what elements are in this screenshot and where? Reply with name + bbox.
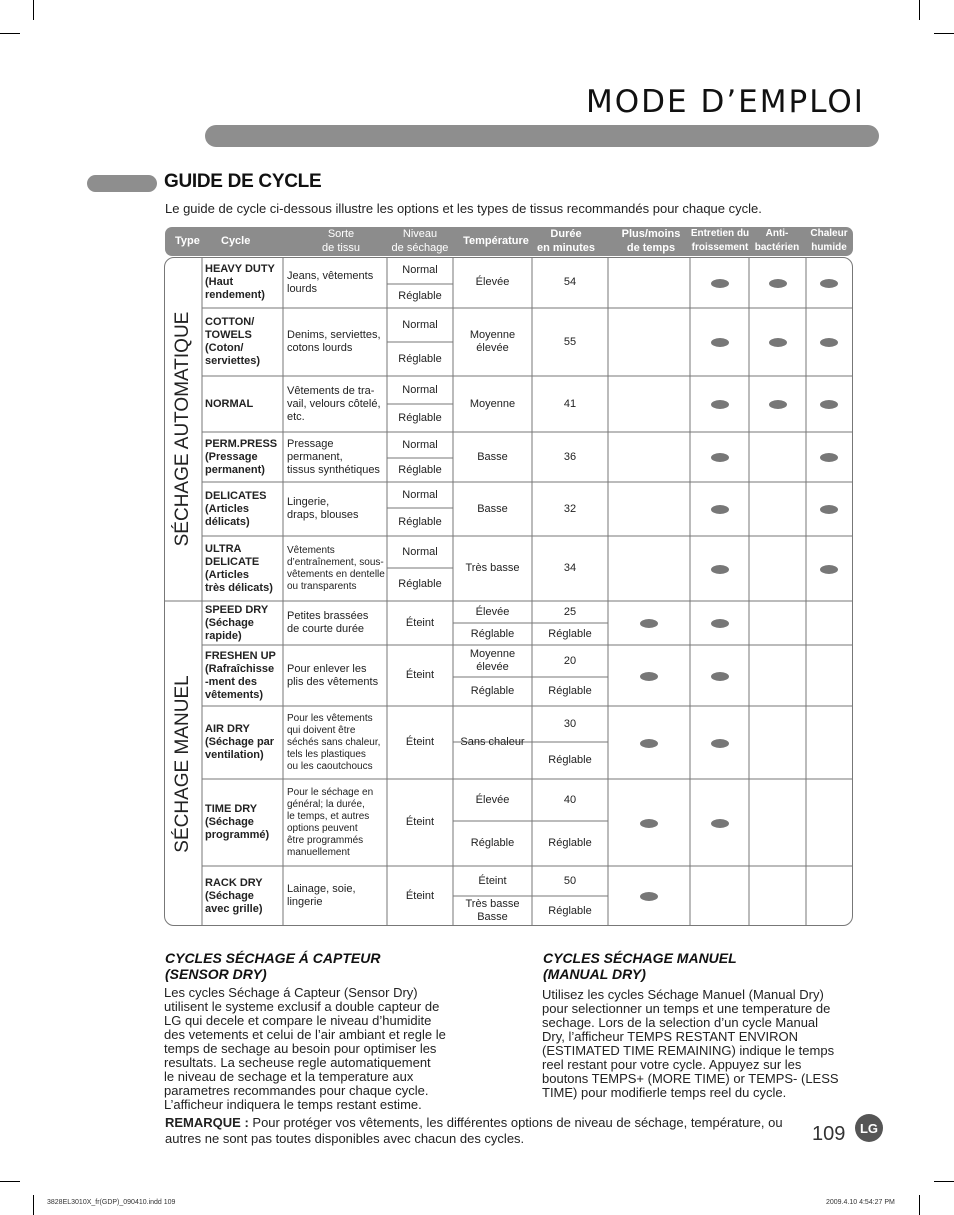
header-wrinkle-line: froissement — [691, 242, 749, 253]
temperature: Très basse — [465, 562, 520, 574]
fabric-type-line: lingerie — [287, 896, 323, 908]
cycle-name-line: (Séchage — [205, 616, 254, 629]
temperature: Éteint — [478, 874, 507, 887]
fabric-type — [283, 257, 387, 308]
dot-antibacterial — [769, 279, 787, 288]
fabric-type — [283, 706, 387, 779]
temperature: Basse — [477, 450, 508, 463]
cycle-name-line: (Articles — [205, 568, 250, 581]
manual-title-line: (MANUAL DRY) — [543, 966, 646, 982]
duration: 54 — [563, 276, 577, 288]
dry-level: Réglable — [398, 352, 442, 365]
cycle-name — [202, 779, 283, 866]
lg-logo-text: LG — [859, 1120, 879, 1136]
duration: Réglable — [548, 685, 592, 697]
sensor-title-line: (SENSOR DRY) — [165, 966, 267, 982]
dot-wrinkle-care — [711, 279, 729, 288]
page-number: 109 — [812, 1123, 846, 1145]
dry-level: Éteint — [405, 616, 435, 629]
temperature: Moyenne — [469, 397, 516, 410]
dot-wrinkle-care — [711, 739, 729, 748]
dot-antibacterial — [769, 400, 787, 409]
fabric-type — [283, 482, 387, 536]
header-moreless-line: Plus/moins — [621, 228, 681, 240]
fabric-type — [283, 376, 387, 432]
fabric-type-line: options peuvent — [287, 822, 358, 834]
footer-right: 2009.4.10 4:54:27 PM — [826, 1199, 895, 1206]
temperature — [453, 308, 532, 376]
header-wrinkle-line: Entretien du — [690, 228, 750, 239]
temperature: Réglable — [470, 627, 515, 640]
cycle-name-line: COTTON/ — [205, 316, 255, 328]
fabric-type-line: tissus synthétiques — [287, 463, 380, 476]
cycle-name-line: ventilation) — [205, 749, 264, 761]
dry-level: Éteint — [405, 816, 435, 828]
fabric-type-line: Jeans, vêtements — [287, 269, 374, 282]
paragraph-line: le niveau de sechage et la temperature aux — [164, 1069, 414, 1084]
fabric-type-line: vêtements en dentelle — [287, 568, 385, 580]
fabric-type-line: ou transparents — [287, 580, 357, 592]
dot-more-less-time — [640, 739, 658, 748]
cycle-name-line: rendement) — [205, 289, 265, 301]
duration: 40 — [563, 793, 577, 806]
duration: Réglable — [548, 837, 592, 849]
paragraph-line: TIME) pour modifierle temps reel du cycle. — [542, 1085, 787, 1100]
header-dry-line: Niveau — [402, 228, 438, 240]
fabric-type-line: tels les plastiques — [287, 748, 366, 760]
duration: Réglable — [548, 904, 592, 917]
sensor-paragraph — [164, 986, 494, 1112]
header-anti-line: Anti- — [765, 228, 789, 239]
cycle-name-line: TIME DRY — [205, 803, 258, 815]
note — [165, 1115, 785, 1147]
dry-level: Normal — [402, 488, 438, 501]
temperature: Élevée — [475, 605, 510, 618]
fabric-type-line: général; la durée, — [287, 798, 365, 810]
duration: 36 — [563, 450, 577, 463]
fabric-type-line: Denims, serviettes, — [287, 329, 381, 341]
cycle-name — [202, 376, 283, 432]
cycle-name-line: ULTRA — [205, 542, 242, 555]
cycle-name-line: (Coton/ — [205, 342, 244, 354]
duration: Réglable — [548, 627, 592, 640]
fabric-type — [283, 536, 387, 601]
cycle-name-line: avec grille) — [205, 902, 263, 915]
dry-level: Réglable — [398, 411, 442, 424]
dot-wrinkle-care — [711, 672, 729, 681]
cycle-name — [202, 308, 283, 376]
fabric-type-line: permanent, — [287, 450, 343, 463]
cycle-name-line: serviettes) — [205, 355, 261, 367]
cycle-name-line: rapide) — [205, 629, 242, 642]
dry-level: Normal — [402, 438, 438, 451]
cycle-name-line: (Séchage par — [205, 736, 275, 748]
dot-wrinkle-care — [711, 819, 729, 828]
duration: 30 — [563, 717, 577, 730]
duration: 41 — [563, 397, 577, 410]
header-damp-line: Chaleur — [810, 228, 848, 239]
dry-level: Réglable — [398, 289, 442, 302]
dot-damp-heat — [820, 338, 838, 347]
fabric-type-line: draps, blouses — [287, 509, 359, 521]
cycle-name — [202, 257, 283, 308]
cycle-name-line: permanent) — [205, 463, 265, 476]
section-intro: Le guide de cycle ci-dessous illustre les options et les types de tissus recommandés pour chaque cycle. — [165, 201, 762, 216]
fabric-type-line: vail, velours côtelé, — [287, 397, 381, 410]
header-temperature: Température — [463, 235, 529, 247]
fabric-type-line: Petites brassées — [287, 610, 369, 622]
manual-title-line: CYCLES SÉCHAGE MANUEL — [543, 950, 737, 966]
fabric-type-line: Pressage — [287, 437, 334, 450]
dot-wrinkle-care — [711, 338, 729, 347]
fabric-type-line: être programmés — [287, 834, 364, 846]
header-duration-line: en minutes — [536, 242, 596, 254]
header-dry-line: de séchage — [391, 242, 449, 254]
section-title: GUIDE DE CYCLE — [164, 171, 322, 192]
header-anti-line: bactérien — [754, 242, 800, 253]
paragraph-line: des vetements et celui de l’air ambiant et regle le — [164, 1027, 446, 1042]
fabric-type-line: Pour enlever les — [287, 662, 367, 675]
fabric-type-line: etc. — [287, 410, 305, 423]
dot-wrinkle-care — [711, 453, 729, 462]
cycle-name-line: AIR DRY — [205, 723, 250, 735]
cycle-name-line: très délicats) — [205, 581, 273, 594]
temperature: Sans chaleur — [460, 736, 525, 748]
cycle-name-line: (Rafraîchisse — [205, 662, 275, 675]
cycle-name-line: vêtements) — [205, 688, 264, 701]
duration: 55 — [563, 335, 577, 348]
fabric-type-line: Vêtements de tra- — [287, 384, 375, 397]
fabric-type-line: Pour le séchage en — [287, 786, 374, 798]
fabric-type — [283, 601, 387, 645]
cycle-name — [202, 536, 283, 601]
cycle-name-line: FRESHEN UP — [205, 649, 276, 662]
cycle-name-line: (Séchage — [205, 889, 254, 902]
group-label-automatic: SÉCHAGE AUTOMATIQUE — [172, 311, 193, 547]
fabric-type — [283, 645, 387, 706]
fabric-type-line: cotons lourds — [287, 342, 353, 354]
temperature: Basse — [477, 502, 508, 515]
dot-wrinkle-care — [711, 619, 729, 628]
paragraph-line: boutons TEMPS+ (MORE TIME) or TEMPS- (LESS — [542, 1071, 839, 1086]
dot-damp-heat — [820, 279, 838, 288]
header-moreless-line: de temps — [626, 242, 676, 254]
duration: 25 — [563, 605, 577, 618]
temperature-line: Moyenne — [469, 329, 516, 341]
paragraph-line: temps de sechage au besoin pour optimiser les — [164, 1041, 437, 1056]
dry-level: Réglable — [398, 463, 442, 476]
cycle-name-line: SPEED DRY — [205, 603, 269, 616]
fabric-type-line: Lingerie, — [287, 496, 330, 508]
cycle-name — [202, 482, 283, 536]
paragraph-line: Utilisez les cycles Séchage Manuel (Manual Dry) — [542, 987, 824, 1002]
temperature-line: élevée — [476, 342, 509, 354]
fabric-type — [283, 779, 387, 866]
fabric-type — [283, 866, 387, 926]
group-label-manual: SÉCHAGE MANUEL — [172, 675, 193, 853]
temperature: Élevée — [475, 793, 510, 806]
header-type: Type — [175, 235, 200, 247]
cycle-name-line: PERM.PRESS — [205, 437, 278, 450]
note-text: Pour protéger vos vêtements, les différentes options de niveau de séchage, température, ou autres ne sont pas toutes disponibles avec chacun des cycles. — [165, 1115, 783, 1146]
cycle-name-line: -ment des — [205, 675, 257, 688]
temperature: Moyenne élevée — [469, 648, 516, 673]
cycle-name-line: HEAVY DUTY — [205, 263, 275, 275]
fabric-type-line: le temps, et autres — [287, 810, 370, 822]
dry-level: Réglable — [398, 578, 442, 590]
dry-level: Réglable — [398, 515, 442, 528]
cycle-name-line: NORMAL — [205, 397, 254, 410]
cycle-name-line: DELICATE — [205, 555, 260, 568]
cycle-name-line: délicats) — [205, 515, 250, 528]
manual-paragraph — [542, 988, 872, 1100]
cycle-name-line: programmé) — [205, 829, 270, 841]
dry-level: Normal — [402, 383, 438, 396]
page-title: MODE D’EMPLOI — [586, 84, 865, 120]
manual-title — [543, 950, 737, 982]
cycle-name-line: TOWELS — [205, 329, 252, 341]
paragraph-line: reel restant pour votre cycle. Appuyez sur les — [542, 1057, 802, 1072]
paragraph-line: Dry, l’afficheur TEMPS RESTANT ENVIRON — [542, 1029, 798, 1044]
cycle-name-line: DELICATES — [205, 489, 267, 502]
duration: Réglable — [548, 754, 592, 766]
dot-damp-heat — [820, 453, 838, 462]
cycle-name — [202, 601, 283, 645]
fabric-type-line: Lainage, soie, — [287, 883, 356, 895]
fabric-type — [283, 432, 387, 482]
temperature: Très basse Basse — [465, 898, 520, 923]
dry-level: Normal — [402, 545, 438, 558]
fabric-type-line: qui doivent être — [287, 724, 356, 736]
header-fabric-line: de tissu — [322, 242, 360, 254]
header-fabric-line: Sorte — [327, 228, 355, 240]
dot-more-less-time — [640, 619, 658, 628]
paragraph-line: utilisent le systeme exclusif a double capteur de — [164, 999, 440, 1014]
cycle-name-line: (Articles — [205, 502, 250, 515]
dot-more-less-time — [640, 892, 658, 901]
dot-damp-heat — [820, 400, 838, 409]
paragraph-line: Les cycles Séchage á Capteur (Sensor Dry) — [164, 985, 418, 1000]
temperature: Élevée — [475, 276, 510, 288]
dot-wrinkle-care — [711, 400, 729, 409]
header-cycle: Cycle — [221, 235, 251, 247]
paragraph-line: pour selectionner un temps et une temperature de — [542, 1001, 831, 1016]
header-duration-line: Durée — [550, 228, 582, 240]
note-label: REMARQUE : — [165, 1115, 249, 1130]
duration: 50 — [563, 874, 577, 887]
fabric-type-line: d’entraînement, sous- — [287, 556, 384, 568]
fabric-type-line: de courte durée — [287, 623, 365, 635]
dot-more-less-time — [640, 672, 658, 681]
cycle-name-line: (Pressage — [205, 450, 258, 463]
dry-level: Éteint — [405, 736, 435, 748]
temperature: Réglable — [470, 685, 515, 697]
dot-wrinkle-care — [711, 565, 729, 574]
paragraph-line: L’afficheur indiquera le temps restant estime. — [164, 1097, 422, 1112]
fabric-type-line: plis des vêtements — [287, 675, 379, 688]
dot-antibacterial — [769, 338, 787, 347]
paragraph-line: parametres recommandes pour chaque cycle. — [164, 1083, 429, 1098]
dot-wrinkle-care — [711, 505, 729, 514]
sensor-title-line: CYCLES SÉCHAGE Á CAPTEUR — [165, 950, 381, 966]
lg-logo — [855, 1114, 883, 1142]
dot-damp-heat — [820, 505, 838, 514]
dry-level: Normal — [402, 318, 438, 331]
duration: 32 — [563, 502, 577, 515]
cycle-name-line: RACK DRY — [205, 876, 263, 889]
dry-level: Éteint — [405, 889, 435, 902]
dot-damp-heat — [820, 565, 838, 574]
dot-more-less-time — [640, 819, 658, 828]
paragraph-line: resultats. La secheuse regle automatiquement — [164, 1055, 431, 1070]
fabric-type-line: lourds — [287, 282, 317, 295]
duration: 34 — [563, 562, 577, 574]
footer-left: 3828EL3010X_fr(GDP)_090410.indd 109 — [47, 1199, 176, 1206]
cycle-name — [202, 645, 283, 706]
sensor-title — [165, 950, 380, 982]
cycle-name-line: (Haut — [205, 276, 234, 288]
cycle-name — [202, 432, 283, 482]
cycle-name — [202, 866, 283, 926]
paragraph-line: (ESTIMATED TIME REMAINING) indique le temps — [542, 1043, 835, 1058]
fabric-type-line: Vêtements — [287, 544, 335, 556]
header-damp-line: humide — [811, 242, 847, 253]
paragraph-line: LG qui decele et compare le niveau d’humidite — [164, 1013, 432, 1028]
fabric-type — [283, 308, 387, 376]
fabric-type-line: manuellement — [287, 846, 350, 858]
temperature: Réglable — [470, 837, 515, 849]
fabric-type-line: Pour les vêtements — [287, 712, 373, 724]
fabric-type-line: ou les caoutchoucs — [287, 760, 373, 772]
duration: 20 — [563, 654, 577, 667]
dry-level: Normal — [402, 264, 438, 276]
paragraph-line: sechage. Lors de la selection d’un cycle Manual — [542, 1015, 819, 1030]
cycle-name — [202, 706, 283, 779]
cycle-name-line: (Séchage — [205, 816, 254, 828]
fabric-type-line: séchés sans chaleur, — [287, 736, 381, 748]
dry-level: Éteint — [405, 669, 435, 681]
